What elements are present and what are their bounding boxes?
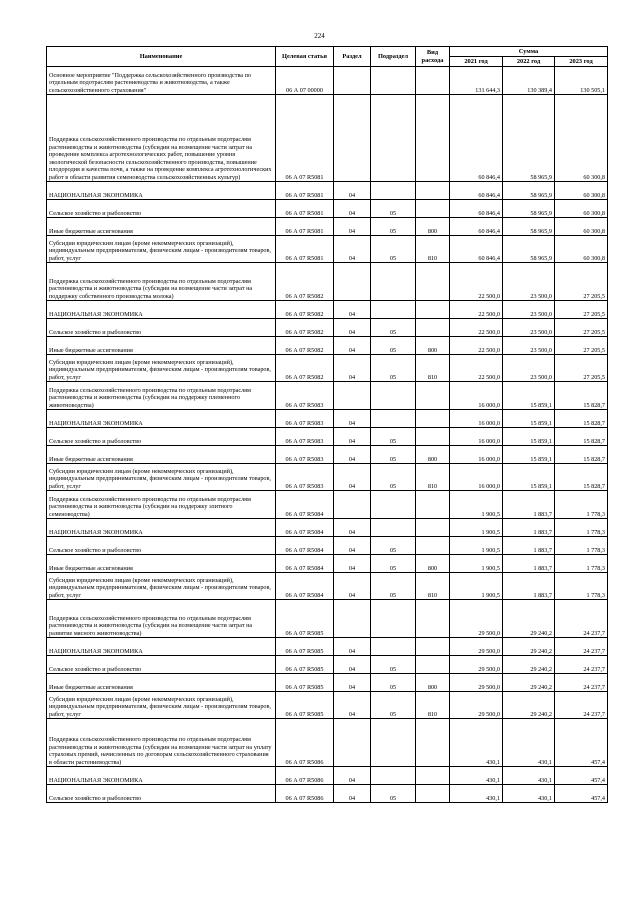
row-target-code: 06 А 07 R5085 [276, 638, 334, 656]
row-section [334, 719, 371, 767]
table-row [47, 67, 608, 95]
row-subsection: 05 [371, 674, 416, 692]
row-target-code: 06 А 07 R5085 [276, 656, 334, 674]
row-expense-type: 800 [416, 446, 450, 464]
row-amount-2023: 15 828,7 [555, 410, 608, 428]
row-section: 04 [334, 674, 371, 692]
row-section: 04 [334, 337, 371, 355]
row-amount-2021: 60 846,4 [450, 218, 503, 236]
row-expense-type: 810 [416, 464, 450, 491]
row-name: Поддержка сельскохозяйственного производства по отдельным подотраслям растениеводства и животноводства (субсидии на возмещение части затрат на проведение комплекса агротехнологических работ, повышение уровня экологической безопасности сельскохозяйственного производства, повышение плодородия и качества почв, а также на проведение комплекса агротехнологических работ в области развития семеноводства сельскохозяйственных культур) [47, 95, 276, 182]
row-expense-type [416, 719, 450, 767]
row-amount-2021: 60 846,4 [450, 236, 503, 263]
table-row [47, 218, 608, 236]
row-name: Субсидии юридическим лицам (кроме некоммерческих организаций), индивидуальным предпринимателям, физическим лицам - производителям товаров, работ, услуг [47, 573, 276, 600]
row-target-code: 06 А 07 R5081 [276, 200, 334, 218]
row-name: Иные бюджетные ассигнования [47, 555, 276, 573]
table-row [47, 573, 608, 600]
row-name: Сельское хозяйство и рыболовство [47, 785, 276, 803]
row-amount-2021: 29 500,0 [450, 692, 503, 719]
row-name: Сельское хозяйство и рыболовство [47, 428, 276, 446]
row-subsection: 05 [371, 785, 416, 803]
row-target-code: 06 А 07 R5084 [276, 537, 334, 555]
row-target-code: 06 А 07 R5084 [276, 519, 334, 537]
row-target-code: 06 А 07 R5083 [276, 446, 334, 464]
row-section: 04 [334, 410, 371, 428]
row-subsection: 05 [371, 428, 416, 446]
row-amount-2021: 29 500,0 [450, 638, 503, 656]
row-amount-2022: 1 883,7 [503, 555, 555, 573]
row-amount-2023: 60 300,8 [555, 236, 608, 263]
row-subsection: 05 [371, 218, 416, 236]
row-amount-2021: 16 000,0 [450, 464, 503, 491]
row-expense-type [416, 491, 450, 519]
header-sum: Сумма [450, 47, 608, 57]
row-amount-2022: 23 500,0 [503, 355, 555, 382]
row-amount-2021: 60 846,4 [450, 182, 503, 200]
row-subsection: 05 [371, 319, 416, 337]
row-amount-2023: 27 205,5 [555, 301, 608, 319]
row-expense-type: 800 [416, 218, 450, 236]
row-subsection: 05 [371, 464, 416, 491]
row-target-code: 06 А 07 R5083 [276, 410, 334, 428]
table-row [47, 491, 608, 519]
row-section [334, 263, 371, 301]
row-section: 04 [334, 301, 371, 319]
row-amount-2021: 16 000,0 [450, 428, 503, 446]
header-2021: 2021 год [450, 57, 503, 67]
row-amount-2023: 15 828,7 [555, 464, 608, 491]
row-amount-2023: 15 828,7 [555, 428, 608, 446]
row-name: Поддержка сельскохозяйственного производства по отдельным подотраслям растениеводства и животноводства (субсидии на возмещение части затрат на уплату страховых премий, начисленных по договорам сельскохозяйственного страхования в области растениеводства) [47, 719, 276, 767]
header-expense: Вид расхода [416, 47, 450, 67]
row-target-code: 06 А 07 R5086 [276, 785, 334, 803]
table-row [47, 446, 608, 464]
row-subsection [371, 638, 416, 656]
row-section: 04 [334, 200, 371, 218]
row-subsection [371, 301, 416, 319]
row-name: Иные бюджетные ассигнования [47, 337, 276, 355]
row-target-code: 06 А 07 R5086 [276, 719, 334, 767]
row-name: Основное мероприятие "Поддержка сельскохозяйственного производства по отдельным подотраслям растениеводства и животноводства, а также сельскохозяйственного страхования" [47, 67, 276, 95]
row-name: НАЦИОНАЛЬНАЯ ЭКОНОМИКА [47, 301, 276, 319]
row-amount-2022: 29 240,2 [503, 674, 555, 692]
row-expense-type [416, 301, 450, 319]
row-amount-2021: 29 500,0 [450, 656, 503, 674]
table-row [47, 410, 608, 428]
row-name: Субсидии юридическим лицам (кроме некоммерческих организаций), индивидуальным предпринимателям, физическим лицам - производителям товаров, работ, услуг [47, 464, 276, 491]
row-amount-2022: 15 859,1 [503, 428, 555, 446]
row-subsection [371, 67, 416, 95]
row-amount-2022: 15 859,1 [503, 382, 555, 410]
row-amount-2023: 457,4 [555, 785, 608, 803]
row-section: 04 [334, 785, 371, 803]
row-expense-type: 810 [416, 692, 450, 719]
table-row [47, 519, 608, 537]
row-amount-2023: 27 205,5 [555, 263, 608, 301]
row-amount-2022: 29 240,2 [503, 656, 555, 674]
row-target-code: 06 А 07 R5082 [276, 301, 334, 319]
row-name: Иные бюджетные ассигнования [47, 674, 276, 692]
row-expense-type: 800 [416, 674, 450, 692]
row-amount-2022: 23 500,0 [503, 319, 555, 337]
row-name: Иные бюджетные ассигнования [47, 446, 276, 464]
row-amount-2021: 60 846,4 [450, 200, 503, 218]
table-row [47, 337, 608, 355]
page-number: 224 [314, 32, 325, 40]
row-section: 04 [334, 573, 371, 600]
row-amount-2021: 430,1 [450, 767, 503, 785]
row-amount-2021: 22 500,0 [450, 301, 503, 319]
row-subsection [371, 767, 416, 785]
table-row [47, 555, 608, 573]
row-amount-2021: 29 500,0 [450, 674, 503, 692]
row-amount-2021: 430,1 [450, 719, 503, 767]
row-target-code: 06 А 07 R5082 [276, 355, 334, 382]
row-amount-2023: 60 300,8 [555, 218, 608, 236]
row-section [334, 67, 371, 95]
row-amount-2023: 1 778,3 [555, 555, 608, 573]
table-body [47, 67, 608, 803]
row-section: 04 [334, 428, 371, 446]
header-2022: 2022 год [503, 57, 555, 67]
row-name: Поддержка сельскохозяйственного производства по отдельным подотраслям растениеводства и животноводства (субсидии на поддержку элитного семеноводства) [47, 491, 276, 519]
row-amount-2022: 15 859,1 [503, 410, 555, 428]
row-amount-2023: 1 778,3 [555, 519, 608, 537]
table-row [47, 263, 608, 301]
row-amount-2022: 15 859,1 [503, 446, 555, 464]
row-subsection [371, 182, 416, 200]
header-section: Раздел [334, 47, 371, 67]
row-expense-type: 810 [416, 236, 450, 263]
row-amount-2021: 1 900,5 [450, 555, 503, 573]
row-expense-type [416, 410, 450, 428]
row-expense-type [416, 519, 450, 537]
row-amount-2021: 22 500,0 [450, 355, 503, 382]
table-row [47, 182, 608, 200]
row-subsection [371, 491, 416, 519]
row-expense-type [416, 785, 450, 803]
row-expense-type [416, 537, 450, 555]
row-expense-type [416, 263, 450, 301]
table-row [47, 638, 608, 656]
row-target-code: 06 А 07 R5083 [276, 382, 334, 410]
row-amount-2021: 22 500,0 [450, 319, 503, 337]
header-target: Целевая статья [276, 47, 334, 67]
table-row [47, 674, 608, 692]
row-target-code: 06 А 07 R5082 [276, 263, 334, 301]
row-amount-2021: 16 000,0 [450, 410, 503, 428]
row-expense-type [416, 319, 450, 337]
row-target-code: 06 А 07 R5082 [276, 337, 334, 355]
row-expense-type [416, 200, 450, 218]
row-amount-2021: 60 846,4 [450, 95, 503, 182]
row-section: 04 [334, 319, 371, 337]
row-section [334, 95, 371, 182]
row-amount-2023: 15 828,7 [555, 446, 608, 464]
row-subsection [371, 263, 416, 301]
row-amount-2023: 15 828,7 [555, 382, 608, 410]
row-name: Субсидии юридическим лицам (кроме некоммерческих организаций), индивидуальным предпринимателям, физическим лицам - производителям товаров, работ, услуг [47, 236, 276, 263]
row-section: 04 [334, 638, 371, 656]
row-amount-2021: 1 900,5 [450, 573, 503, 600]
table-header [47, 47, 608, 67]
table-row [47, 767, 608, 785]
row-expense-type [416, 428, 450, 446]
row-target-code: 06 А 07 00000 [276, 67, 334, 95]
row-amount-2021: 1 900,5 [450, 519, 503, 537]
row-name: Субсидии юридическим лицам (кроме некоммерческих организаций), индивидуальным предпринимателям, физическим лицам - производителям товаров, работ, услуг [47, 692, 276, 719]
row-amount-2022: 430,1 [503, 719, 555, 767]
row-name: НАЦИОНАЛЬНАЯ ЭКОНОМИКА [47, 410, 276, 428]
row-amount-2023: 27 205,5 [555, 337, 608, 355]
row-amount-2021: 22 500,0 [450, 337, 503, 355]
row-amount-2021: 131 644,3 [450, 67, 503, 95]
row-amount-2022: 58 965,9 [503, 95, 555, 182]
row-subsection: 05 [371, 537, 416, 555]
row-amount-2023: 27 205,5 [555, 319, 608, 337]
row-amount-2022: 58 965,9 [503, 218, 555, 236]
row-name: НАЦИОНАЛЬНАЯ ЭКОНОМИКА [47, 182, 276, 200]
row-section: 04 [334, 537, 371, 555]
row-amount-2023: 1 778,3 [555, 573, 608, 600]
row-section: 04 [334, 182, 371, 200]
row-name: Поддержка сельскохозяйственного производства по отдельным подотраслям растениеводства и животноводства (субсидии на поддержку племенного животноводства) [47, 382, 276, 410]
row-target-code: 06 А 07 R5085 [276, 600, 334, 638]
table-row [47, 464, 608, 491]
row-target-code: 06 А 07 R5084 [276, 491, 334, 519]
row-amount-2022: 58 965,9 [503, 236, 555, 263]
row-amount-2021: 16 000,0 [450, 382, 503, 410]
row-target-code: 06 А 07 R5083 [276, 464, 334, 491]
row-subsection: 05 [371, 446, 416, 464]
row-amount-2022: 23 500,0 [503, 263, 555, 301]
row-amount-2022: 29 240,2 [503, 692, 555, 719]
row-subsection: 05 [371, 337, 416, 355]
row-amount-2022: 130 389,4 [503, 67, 555, 95]
row-subsection: 05 [371, 555, 416, 573]
row-name: Сельское хозяйство и рыболовство [47, 537, 276, 555]
table-row [47, 600, 608, 638]
row-subsection [371, 95, 416, 182]
row-amount-2023: 457,4 [555, 719, 608, 767]
row-expense-type: 800 [416, 337, 450, 355]
row-section: 04 [334, 355, 371, 382]
table-row [47, 95, 608, 182]
row-name: Поддержка сельскохозяйственного производства по отдельным подотраслям растениеводства и животноводства (субсидии на возмещение части затрат на развитие мясного животноводства) [47, 600, 276, 638]
row-amount-2023: 24 237,7 [555, 692, 608, 719]
row-subsection: 05 [371, 200, 416, 218]
row-expense-type [416, 95, 450, 182]
table-row [47, 319, 608, 337]
row-amount-2022: 430,1 [503, 767, 555, 785]
row-section [334, 600, 371, 638]
row-amount-2022: 29 240,2 [503, 600, 555, 638]
row-amount-2021: 430,1 [450, 785, 503, 803]
row-amount-2021: 22 500,0 [450, 263, 503, 301]
row-amount-2022: 29 240,2 [503, 638, 555, 656]
row-amount-2023: 24 237,7 [555, 674, 608, 692]
table-row [47, 656, 608, 674]
row-section: 04 [334, 555, 371, 573]
row-name: Сельское хозяйство и рыболовство [47, 200, 276, 218]
header-subsection: Подраздел [371, 47, 416, 67]
row-amount-2021: 29 500,0 [450, 600, 503, 638]
row-name: Сельское хозяйство и рыболовство [47, 656, 276, 674]
row-section: 04 [334, 656, 371, 674]
row-amount-2023: 60 300,8 [555, 95, 608, 182]
row-target-code: 06 А 07 R5081 [276, 236, 334, 263]
row-amount-2022: 1 883,7 [503, 537, 555, 555]
row-target-code: 06 А 07 R5084 [276, 573, 334, 600]
table-row [47, 236, 608, 263]
row-name: Субсидии юридическим лицам (кроме некоммерческих организаций), индивидуальным предпринимателям, физическим лицам - производителям товаров, работ, услуг [47, 355, 276, 382]
row-amount-2021: 1 900,5 [450, 491, 503, 519]
row-target-code: 06 А 07 R5081 [276, 182, 334, 200]
row-target-code: 06 А 07 R5083 [276, 428, 334, 446]
row-subsection: 05 [371, 355, 416, 382]
row-expense-type [416, 600, 450, 638]
row-expense-type [416, 767, 450, 785]
table-row [47, 355, 608, 382]
table-row [47, 382, 608, 410]
row-section [334, 491, 371, 519]
row-amount-2023: 1 778,3 [555, 537, 608, 555]
row-subsection [371, 410, 416, 428]
row-subsection [371, 382, 416, 410]
row-section: 04 [334, 218, 371, 236]
header-2023: 2023 год [555, 57, 608, 67]
row-amount-2022: 23 500,0 [503, 337, 555, 355]
row-subsection: 05 [371, 236, 416, 263]
row-subsection: 05 [371, 573, 416, 600]
row-expense-type [416, 656, 450, 674]
row-section: 04 [334, 767, 371, 785]
row-section: 04 [334, 236, 371, 263]
row-amount-2022: 58 965,9 [503, 200, 555, 218]
row-amount-2022: 1 883,7 [503, 519, 555, 537]
row-expense-type [416, 67, 450, 95]
row-expense-type: 810 [416, 573, 450, 600]
row-expense-type [416, 182, 450, 200]
row-amount-2023: 24 237,7 [555, 656, 608, 674]
row-expense-type [416, 638, 450, 656]
row-name: Поддержка сельскохозяйственного производства по отдельным подотраслям растениеводства и животноводства (субсидии на возмещение части затрат на поддержку собственного производства молока) [47, 263, 276, 301]
table-row [47, 692, 608, 719]
row-target-code: 06 А 07 R5081 [276, 95, 334, 182]
row-name: Иные бюджетные ассигнования [47, 218, 276, 236]
row-subsection [371, 519, 416, 537]
row-subsection: 05 [371, 656, 416, 674]
row-section: 04 [334, 519, 371, 537]
row-amount-2023: 24 237,7 [555, 600, 608, 638]
row-amount-2021: 1 900,5 [450, 537, 503, 555]
row-amount-2023: 60 300,8 [555, 182, 608, 200]
row-amount-2022: 23 500,0 [503, 301, 555, 319]
row-section: 04 [334, 446, 371, 464]
row-amount-2022: 58 965,9 [503, 182, 555, 200]
row-section: 04 [334, 692, 371, 719]
header-name: Наименование [47, 47, 276, 67]
row-target-code: 06 А 07 R5085 [276, 692, 334, 719]
table-row [47, 428, 608, 446]
row-amount-2023: 457,4 [555, 767, 608, 785]
row-target-code: 06 А 07 R5081 [276, 218, 334, 236]
table-row [47, 785, 608, 803]
row-name: НАЦИОНАЛЬНАЯ ЭКОНОМИКА [47, 767, 276, 785]
row-amount-2022: 1 883,7 [503, 491, 555, 519]
row-name: Сельское хозяйство и рыболовство [47, 319, 276, 337]
row-subsection: 05 [371, 692, 416, 719]
row-target-code: 06 А 07 R5086 [276, 767, 334, 785]
budget-table [46, 46, 608, 803]
row-target-code: 06 А 07 R5085 [276, 674, 334, 692]
row-subsection [371, 719, 416, 767]
row-amount-2021: 16 000,0 [450, 446, 503, 464]
table-row [47, 719, 608, 767]
row-name: НАЦИОНАЛЬНАЯ ЭКОНОМИКА [47, 519, 276, 537]
row-amount-2022: 1 883,7 [503, 573, 555, 600]
row-expense-type: 800 [416, 555, 450, 573]
row-amount-2023: 1 778,3 [555, 491, 608, 519]
row-target-code: 06 А 07 R5082 [276, 319, 334, 337]
row-name: НАЦИОНАЛЬНАЯ ЭКОНОМИКА [47, 638, 276, 656]
row-section [334, 382, 371, 410]
row-subsection [371, 600, 416, 638]
row-amount-2023: 130 505,1 [555, 67, 608, 95]
row-section: 04 [334, 464, 371, 491]
row-target-code: 06 А 07 R5084 [276, 555, 334, 573]
row-amount-2023: 24 237,7 [555, 638, 608, 656]
row-expense-type [416, 382, 450, 410]
table-row [47, 200, 608, 218]
row-amount-2022: 15 859,1 [503, 464, 555, 491]
row-amount-2023: 27 205,5 [555, 355, 608, 382]
row-amount-2022: 430,1 [503, 785, 555, 803]
row-expense-type: 810 [416, 355, 450, 382]
row-amount-2023: 60 300,8 [555, 200, 608, 218]
table-row [47, 537, 608, 555]
table-row [47, 301, 608, 319]
